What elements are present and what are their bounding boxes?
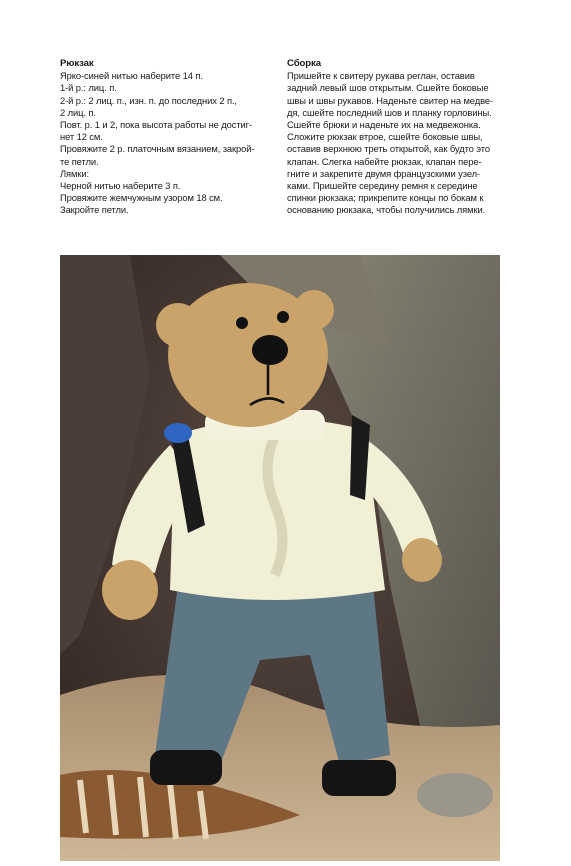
text-line: оставив верхнюю треть открытой, как будто это [287,143,490,155]
backpack-instructions [60,58,278,217]
bear-paw-right [402,538,442,582]
text-line: Повт. р. 1 и 2, пока высота работы не достиг- [60,119,253,131]
bear-shoe-left [150,750,222,785]
text-line: задний левый шов открытым. Сшейте боковые [287,82,489,94]
text-line: Сложите рюкзак втрое, сшейте боковые швы, [287,131,483,143]
teddy-bear-photo [60,255,500,861]
text-line: спинки рюкзака; прикрепите концы по бокам к [287,192,484,204]
assembly-heading: Сборка [287,58,321,69]
backpack-flap [164,423,192,443]
text-line: дя, сшейте последний шов и планку горловины. [287,106,492,118]
text-line: те петли. [60,155,99,167]
bear-nose [252,335,288,365]
text-line: 2 лиц. п. [60,106,96,118]
text-line: ками. Пришейте середину ремня к середине [287,180,478,192]
text-line: Черной нитью наберите 3 п. [60,180,181,192]
text-line: Ярко-синей нитью наберите 14 п. [60,70,203,82]
teddy-bear-illustration [60,255,500,861]
text-line: Закройте петли. [60,204,129,216]
text-line: 2-й р.: 2 лиц. п., изн. п. до последних 2 п., [60,94,237,106]
bear-eye-right [277,311,289,323]
text-line: нет 12 см. [60,131,103,143]
text-line: основанию рюкзака, чтобы получились лямки. [287,204,486,216]
text-line: Провяжите жемчужным узором 18 см. [60,192,223,204]
text-line: Провяжите 2 р. платочным вязанием, закрой- [60,143,255,155]
bear-shoe-right [322,760,396,796]
bear-paw-left [102,560,158,620]
text-line: Пришейте к свитеру рукава реглан, оставив [287,70,475,82]
assembly-instructions [287,58,505,217]
pebble [417,773,493,817]
backpack-heading: Рюкзак [60,58,94,69]
bear-eye-left [236,317,248,329]
text-line: 1-й р.: лиц. п. [60,82,117,94]
text-line: Сшейте брюки и наденьте их на медвежонка. [287,119,481,131]
text-line: швы и швы рукавов. Наденьте свитер на медве- [287,94,493,106]
straps-label: Лямки: [60,167,90,179]
bear-head [168,283,328,427]
text-line: клапан. Слегка набейте рюкзак, клапан пере- [287,155,482,167]
text-line: гните и закрепите двумя французскими узел- [287,167,481,179]
